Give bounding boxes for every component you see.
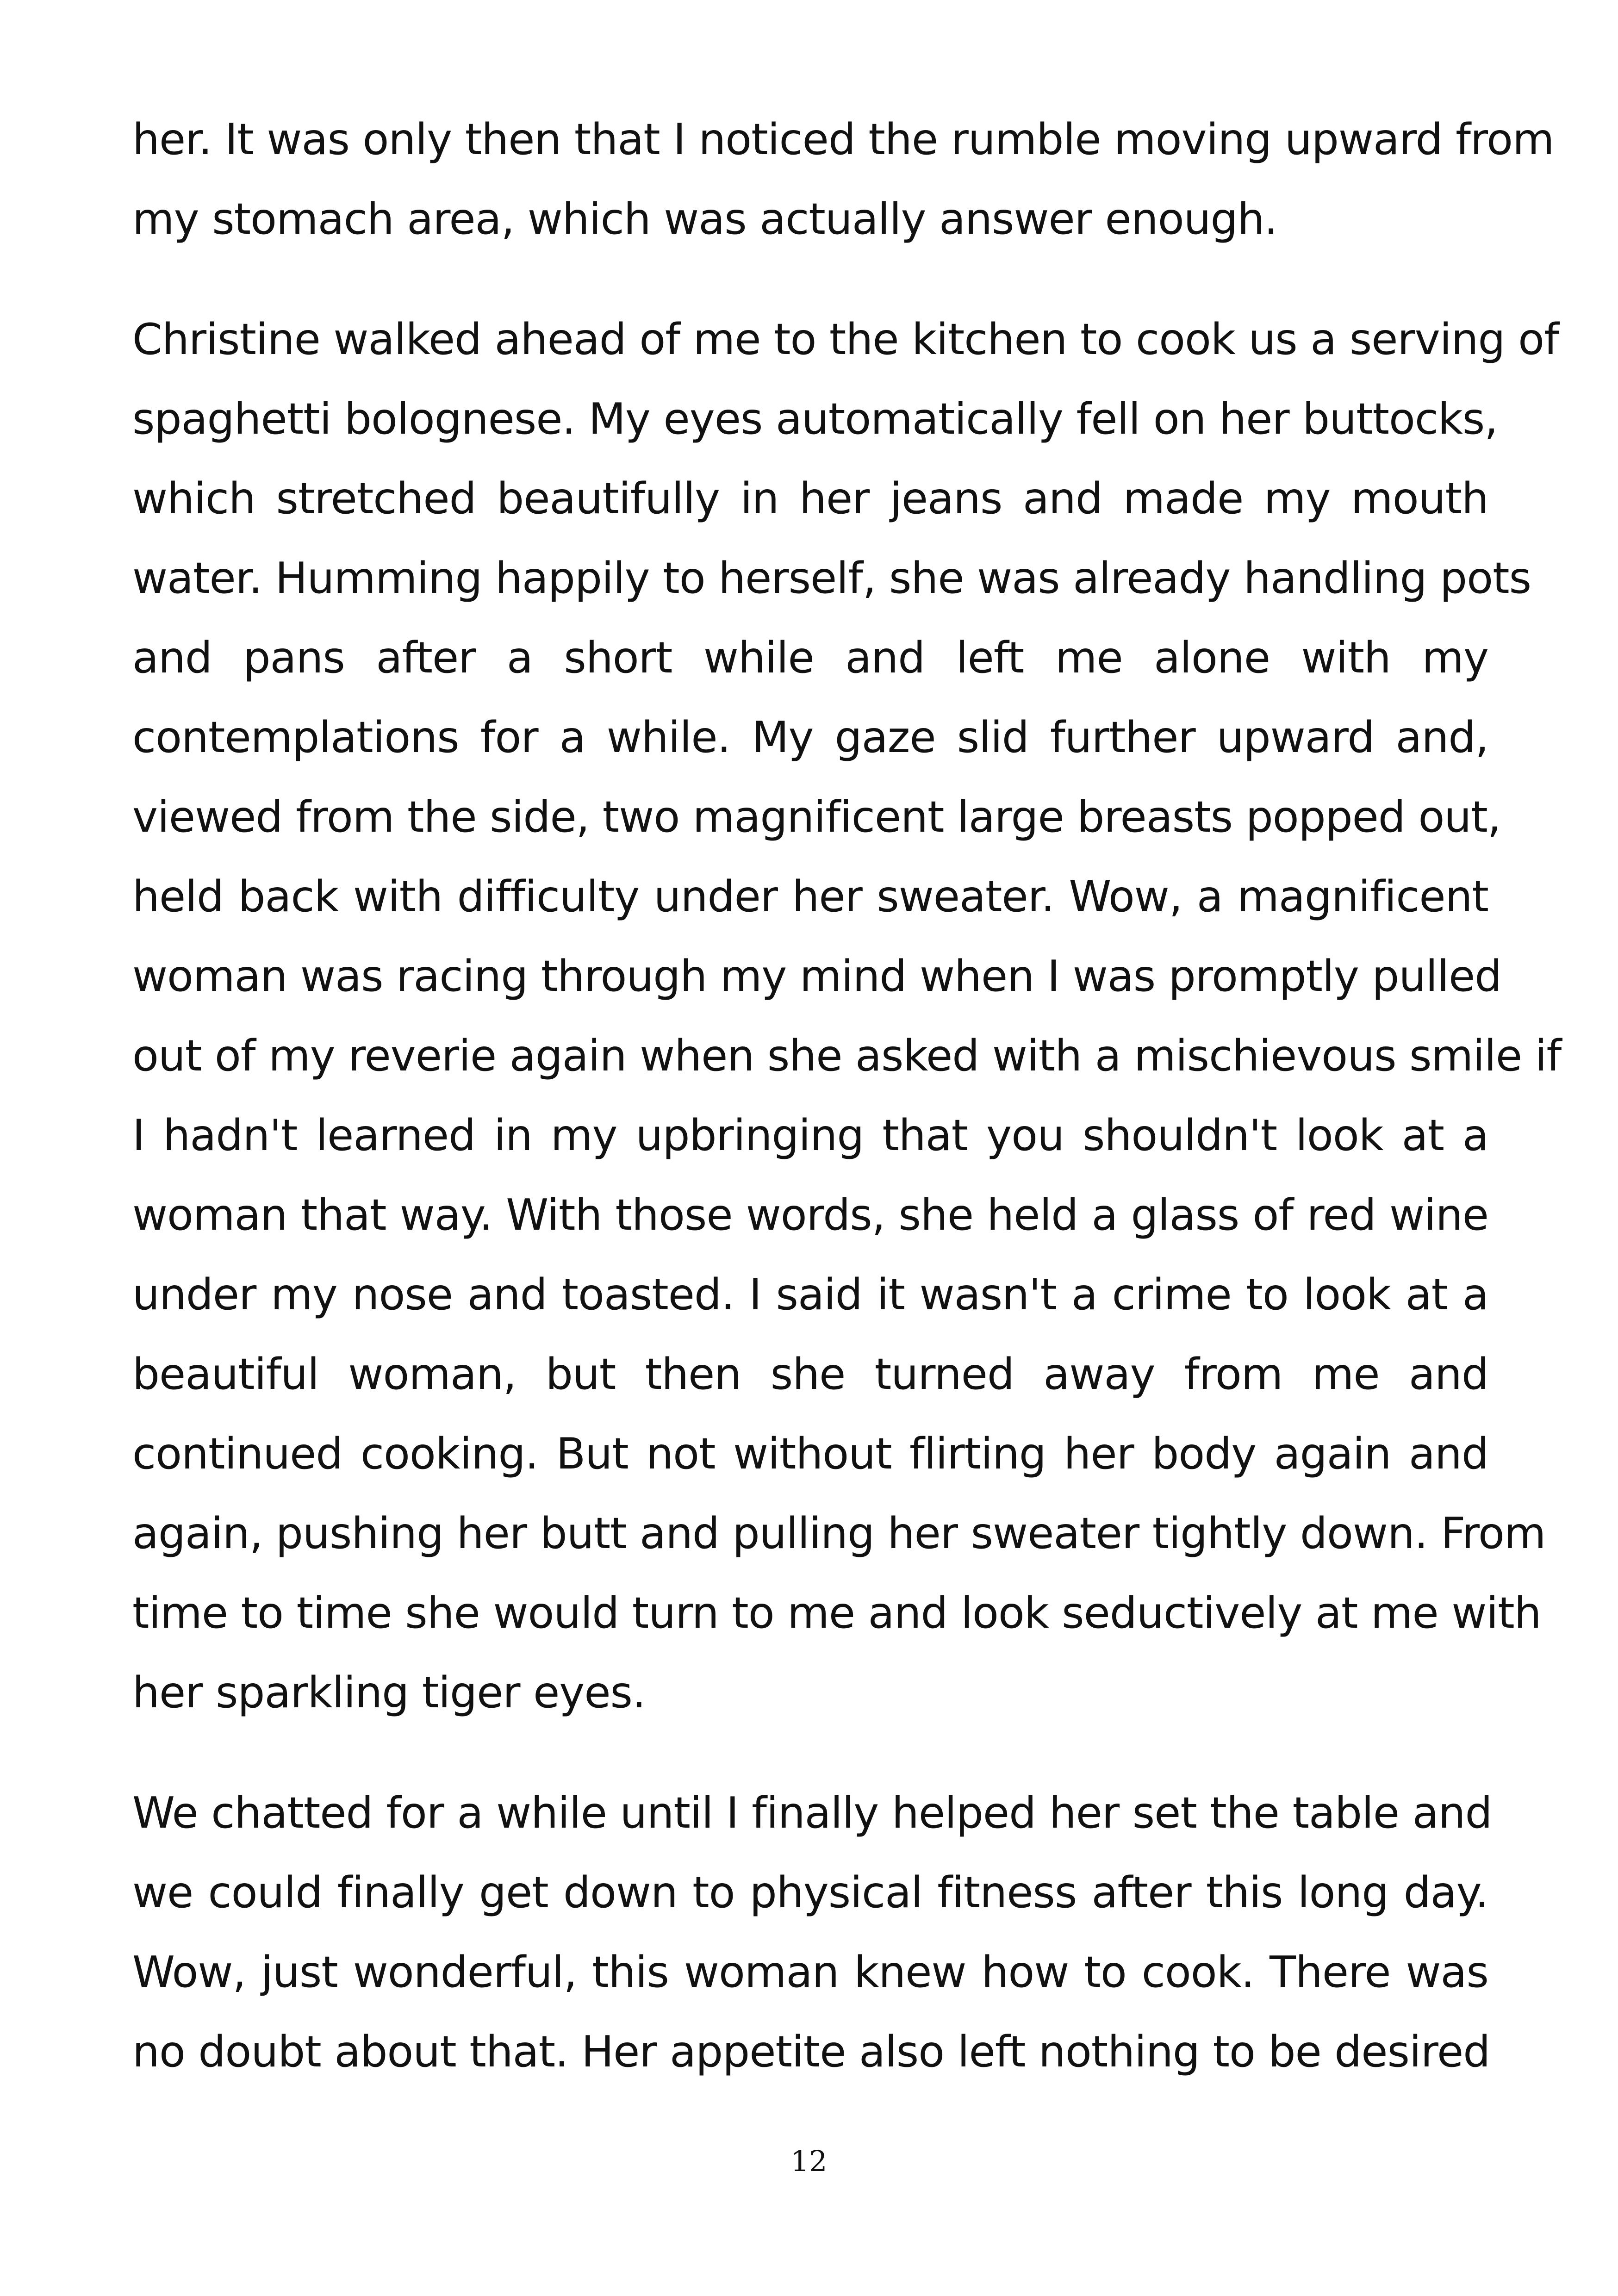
text-line: time to time she would turn to me and look seductively at me with xyxy=(132,1588,1541,1638)
page-number: 12 xyxy=(790,2144,828,2178)
text-line: her. It was only then that I noticed the rumble moving upward from xyxy=(132,114,1554,164)
text-line: water. Humming happily to herself, she was already handling pots xyxy=(132,553,1531,603)
text-line: viewed from the side, two magnificent large breasts popped out, xyxy=(132,792,1501,842)
paragraph-spacer xyxy=(132,1732,1488,1773)
text-line: contemplations for a while. My gaze slid further upward and, xyxy=(132,712,1488,762)
text-line: held back with difficulty under her sweater. Wow, a magnificent xyxy=(132,871,1488,921)
paragraph-3 xyxy=(132,1773,1492,2091)
text-line: Christine walked ahead of me to the kitchen to cook us a serving of xyxy=(132,314,1559,364)
text-line: which stretched beautifully in her jeans and made my mouth xyxy=(132,473,1488,523)
paragraph-1 xyxy=(132,100,1554,259)
text-line: out of my reverie again when she asked with a mischievous smile if xyxy=(132,1031,1562,1081)
text-line: continued cooking. But not without flirting her body again and xyxy=(132,1429,1488,1479)
text-line: her sparkling tiger eyes. xyxy=(132,1668,646,1717)
text-line: beautiful woman, but then she turned away from me and xyxy=(132,1349,1488,1399)
text-line: no doubt about that. Her appetite also left nothing to be desired xyxy=(132,2027,1490,2077)
text-line: again, pushing her butt and pulling her sweater tightly down. From xyxy=(132,1508,1546,1558)
text-line: I hadn't learned in my upbringing that you shouldn't look at a xyxy=(132,1110,1488,1160)
text-line: spaghetti bolognese. My eyes automatically fell on her buttocks, xyxy=(132,394,1498,444)
text-line: we could finally get down to physical fitness after this long day. xyxy=(132,1867,1488,1917)
paragraph-2 xyxy=(132,299,1562,1732)
body-text xyxy=(132,100,1562,2091)
text-line: my stomach area, which was actually answer enough. xyxy=(132,194,1278,244)
text-line: and pans after a short while and left me alone with my xyxy=(132,633,1488,683)
paragraph-spacer xyxy=(132,259,1488,299)
text-line: woman was racing through my mind when I was promptly pulled xyxy=(132,951,1502,1001)
text-line: We chatted for a while until I finally helped her set the table and xyxy=(132,1788,1492,1838)
text-line: under my nose and toasted. I said it wasn't a crime to look at a xyxy=(132,1269,1488,1319)
text-line: Wow, just wonderful, this woman knew how to cook. There was xyxy=(132,1947,1488,1997)
text-line: woman that way. With those words, she held a glass of red wine xyxy=(132,1190,1488,1240)
